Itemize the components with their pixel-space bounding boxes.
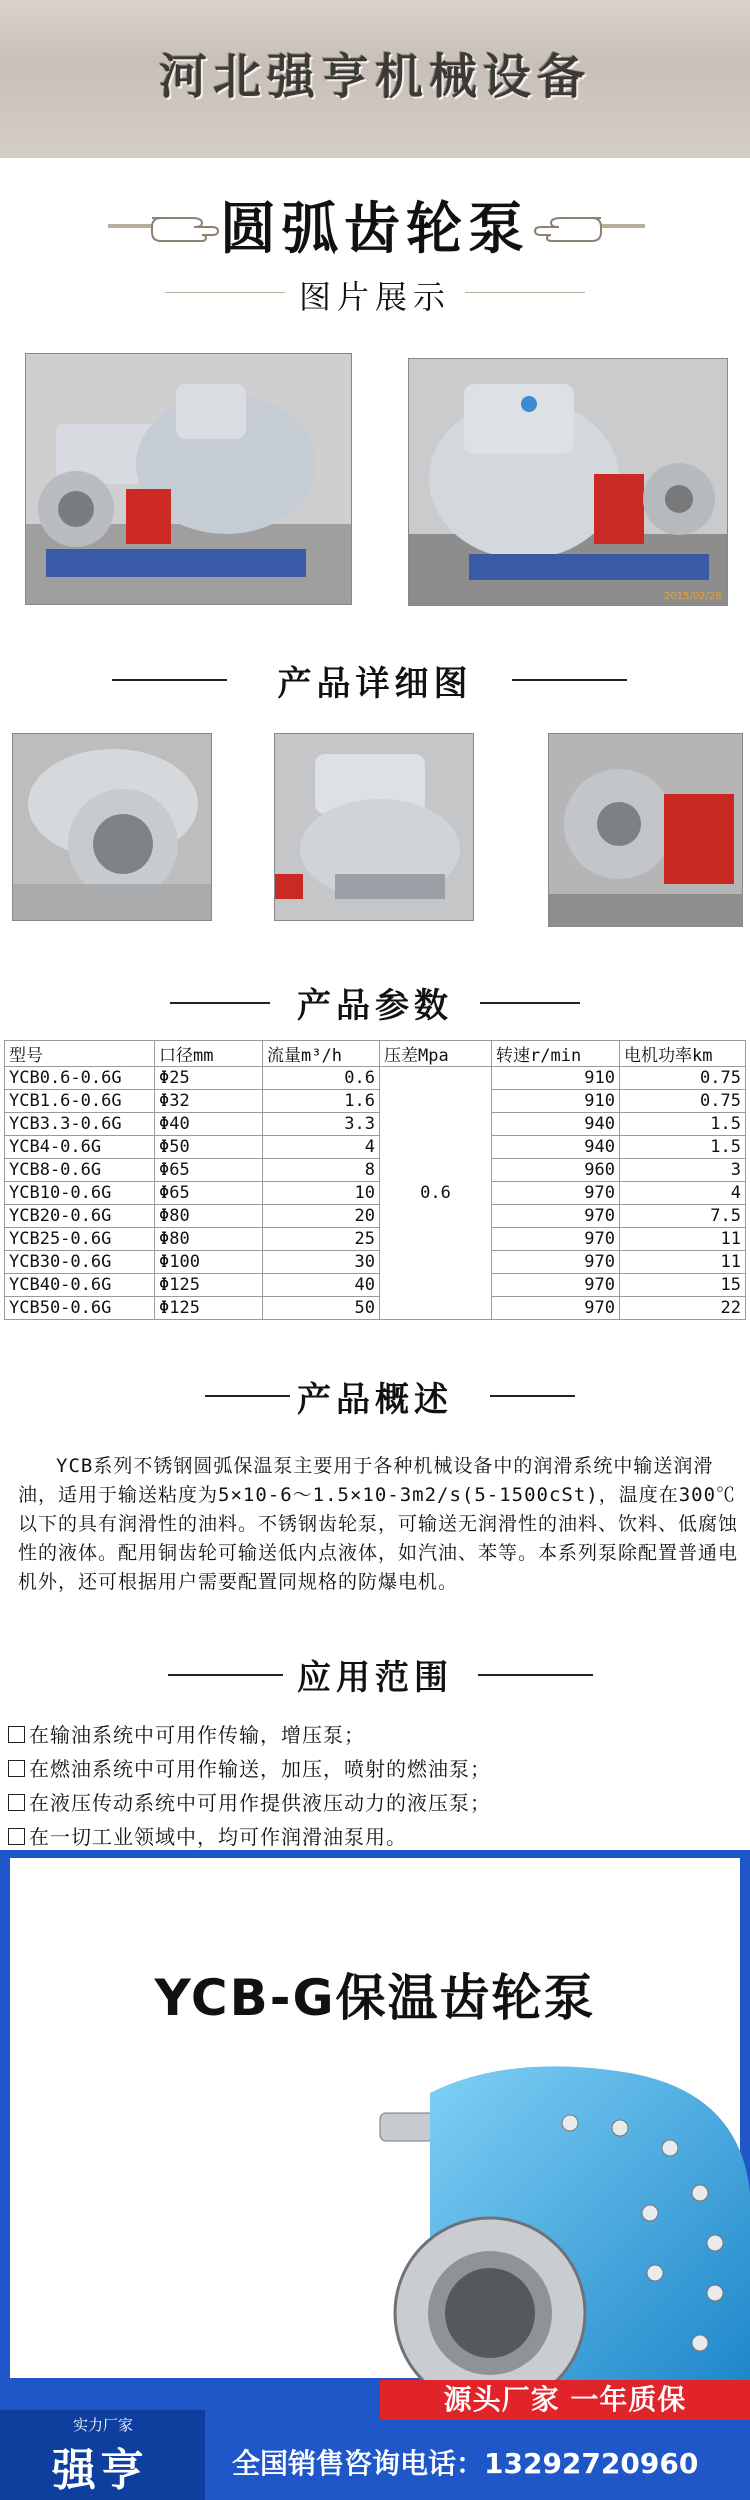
- cell-bore: Φ125: [155, 1274, 263, 1297]
- applications-list: [8, 1718, 748, 1854]
- cell-model: YCB50-0.6G: [5, 1297, 155, 1320]
- cell-speed: 970: [492, 1274, 620, 1297]
- table-row: [5, 1228, 746, 1251]
- cell-model: YCB20-0.6G: [5, 1205, 155, 1228]
- section-params-title: 产品参数: [297, 986, 453, 1026]
- cell-bore: Φ100: [155, 1251, 263, 1274]
- cell-power: 4: [620, 1182, 746, 1205]
- divider-right: [480, 1002, 580, 1004]
- cell-bore: Φ25: [155, 1067, 263, 1090]
- col-model: 型号: [5, 1041, 155, 1067]
- cell-bore: Φ80: [155, 1205, 263, 1228]
- cell-model: YCB4-0.6G: [5, 1136, 155, 1159]
- list-item: 在液压传动系统中可用作提供液压动力的液压泵；: [8, 1786, 748, 1820]
- divider-right: [478, 1674, 593, 1676]
- table-row: [5, 1113, 746, 1136]
- product-title: 圆弧齿轮泵: [220, 196, 530, 262]
- cell-speed: 940: [492, 1113, 620, 1136]
- sales-hotline: 全国销售咨询电话：13292720960: [232, 2447, 699, 2480]
- cell-power: 1.5: [620, 1113, 746, 1136]
- cell-flow: 25: [263, 1228, 380, 1251]
- cell-bore: Φ32: [155, 1090, 263, 1113]
- slogan-text: 源头厂家 一年质保: [443, 2383, 687, 2416]
- cell-pressure: 0.6: [380, 1067, 492, 1320]
- checkbox-icon: [8, 1726, 25, 1743]
- cell-model: YCB10-0.6G: [5, 1182, 155, 1205]
- promo-title: YCB-G保温齿轮泵: [154, 1969, 596, 2027]
- cell-speed: 910: [492, 1090, 620, 1113]
- cell-flow: 20: [263, 1205, 380, 1228]
- list-item: 在一切工业领域中，均可作润滑油泵用。: [8, 1820, 748, 1854]
- detail-photo-pump-head: [548, 733, 743, 927]
- checkbox-icon: [8, 1828, 25, 1845]
- divider-right: [512, 679, 627, 681]
- table-row: [5, 1251, 746, 1274]
- cell-model: YCB1.6-0.6G: [5, 1090, 155, 1113]
- cell-bore: Φ40: [155, 1113, 263, 1136]
- cell-flow: 4: [263, 1136, 380, 1159]
- brand-name: 强亨: [52, 2445, 148, 2496]
- cell-power: 0.75: [620, 1067, 746, 1090]
- list-item: 在输油系统中可用作传输，增压泵；: [8, 1718, 748, 1752]
- cell-speed: 970: [492, 1205, 620, 1228]
- cell-bore: Φ65: [155, 1159, 263, 1182]
- col-pressure: 压差Mpa: [380, 1041, 492, 1067]
- cell-bore: Φ50: [155, 1136, 263, 1159]
- cell-model: YCB8-0.6G: [5, 1159, 155, 1182]
- cell-flow: 50: [263, 1297, 380, 1320]
- cell-speed: 970: [492, 1182, 620, 1205]
- table-row: [5, 1205, 746, 1228]
- cell-power: 7.5: [620, 1205, 746, 1228]
- detail-photo-motor: [274, 733, 474, 921]
- cell-speed: 960: [492, 1159, 620, 1182]
- cell-speed: 970: [492, 1297, 620, 1320]
- cell-speed: 970: [492, 1228, 620, 1251]
- spec-table-body: [5, 1067, 746, 1320]
- gear-pump-illustration: [370, 2053, 750, 2393]
- overview-text: YCB系列不锈钢圆弧保温泵主要用于各种机械设备中的润滑系统中输送润滑油，适用于输送粘度为5×10-6～1.5×10-3m2/s(5-1500cSt)，温度在300℃以下的具有润滑性的油料。不锈钢齿轮泵，可输送无润滑性的油料、饮料、低腐蚀性的液体。配用铜齿轮可输送低内点液体，如汽油、苯等。本系列泵除配置普通电机外，还可根据用户需要配置同规格的防爆电机。: [18, 1455, 739, 1593]
- spec-header-row: [5, 1041, 746, 1067]
- col-power: 电机功率km: [620, 1041, 746, 1067]
- photo-date-stamp: 2015/02/28: [664, 591, 722, 602]
- cell-power: 11: [620, 1251, 746, 1274]
- pump-photo-2: [408, 358, 728, 606]
- table-row: [5, 1136, 746, 1159]
- list-item: 在燃油系统中可用作输送，加压，喷射的燃油泵；: [8, 1752, 748, 1786]
- cell-flow: 10: [263, 1182, 380, 1205]
- table-row: [5, 1090, 746, 1113]
- col-speed: 转速r/min: [492, 1041, 620, 1067]
- cell-power: 0.75: [620, 1090, 746, 1113]
- cell-speed: 910: [492, 1067, 620, 1090]
- cell-flow: 8: [263, 1159, 380, 1182]
- company-banner: [0, 0, 750, 158]
- company-name: 河北强亨机械设备: [158, 49, 591, 105]
- cell-model: YCB3.3-0.6G: [5, 1113, 155, 1136]
- cell-power: 15: [620, 1274, 746, 1297]
- table-row: [5, 1067, 746, 1090]
- cell-speed: 970: [492, 1251, 620, 1274]
- cell-power: 22: [620, 1297, 746, 1320]
- cell-speed: 940: [492, 1136, 620, 1159]
- section-photos-title: 图片展示: [298, 278, 451, 316]
- cell-power: 1.5: [620, 1136, 746, 1159]
- cell-flow: 30: [263, 1251, 380, 1274]
- pump-photo-1: [25, 353, 352, 605]
- section-applications-title: 应用范围: [297, 1658, 453, 1698]
- checkbox-icon: [8, 1760, 25, 1777]
- table-row: [5, 1159, 746, 1182]
- cell-flow: 40: [263, 1274, 380, 1297]
- detail-photo-outlet: [12, 733, 212, 921]
- cell-flow: 3.3: [263, 1113, 380, 1136]
- cell-model: YCB30-0.6G: [5, 1251, 155, 1274]
- cell-flow: 1.6: [263, 1090, 380, 1113]
- table-row: [5, 1182, 746, 1205]
- cell-bore: Φ80: [155, 1228, 263, 1251]
- divider-right: [465, 292, 585, 293]
- checkbox-icon: [8, 1794, 25, 1811]
- table-row: [5, 1274, 746, 1297]
- promo-panel: [10, 1858, 740, 2378]
- cell-model: YCB0.6-0.6G: [5, 1067, 155, 1090]
- section-overview-title: 产品概述: [297, 1380, 453, 1420]
- cell-bore: Φ125: [155, 1297, 263, 1320]
- badge-caption: 实力厂家: [72, 2416, 133, 2434]
- cell-model: YCB25-0.6G: [5, 1228, 155, 1251]
- cell-bore: Φ65: [155, 1182, 263, 1205]
- cell-power: 3: [620, 1159, 746, 1182]
- cell-model: YCB40-0.6G: [5, 1274, 155, 1297]
- col-bore: 口径mm: [155, 1041, 263, 1067]
- cell-flow: 0.6: [263, 1067, 380, 1090]
- section-details-title: 产品详细图: [277, 664, 473, 704]
- table-row: [5, 1297, 746, 1320]
- spec-table: [4, 1040, 746, 1320]
- cell-power: 11: [620, 1228, 746, 1251]
- col-flow: 流量m³/h: [263, 1041, 380, 1067]
- divider-right: [490, 1395, 575, 1397]
